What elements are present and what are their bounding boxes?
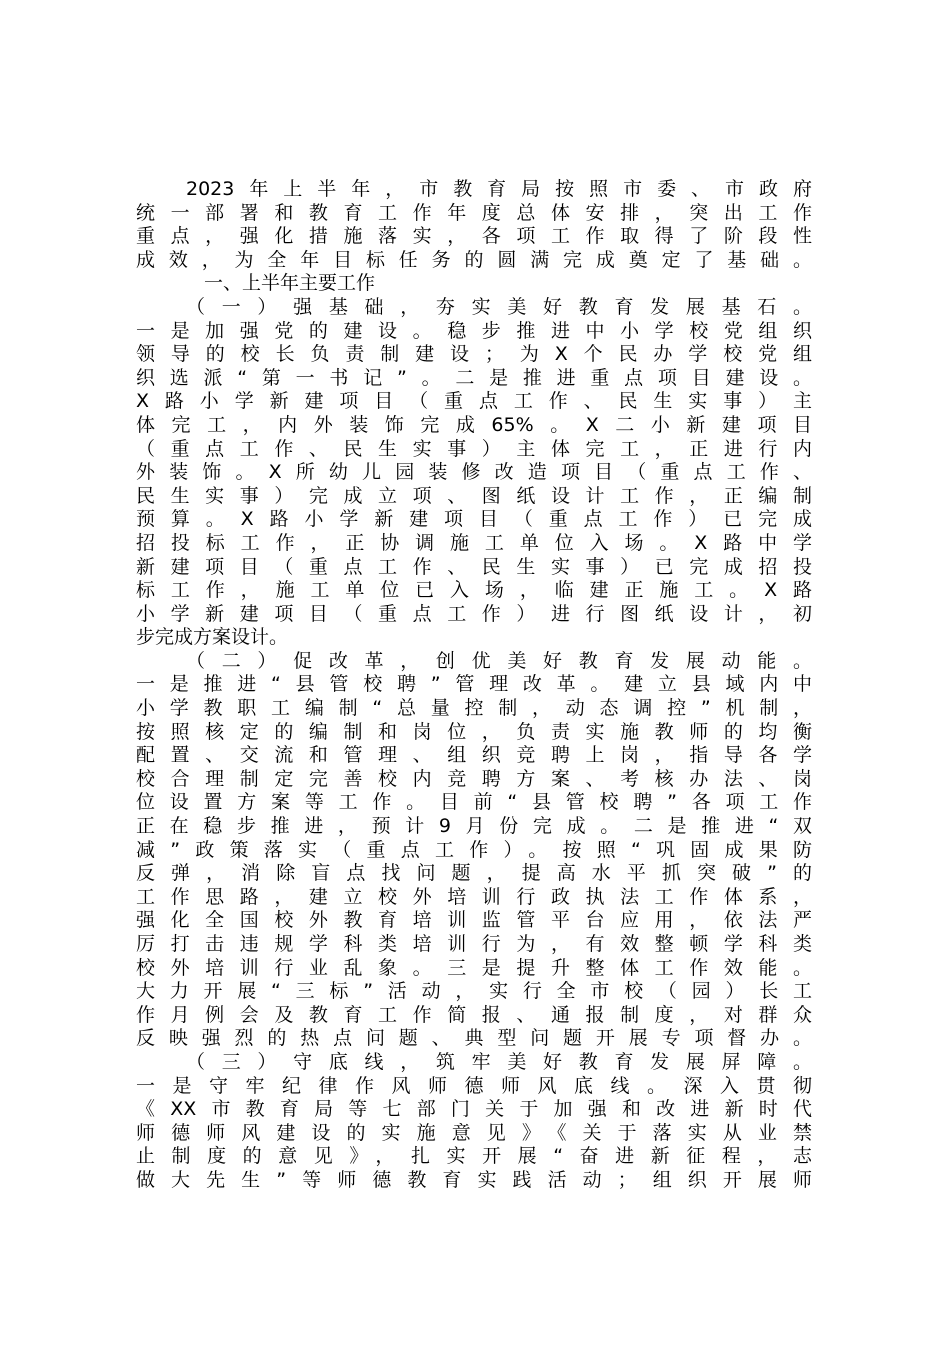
text-line: 强化全国校外教育培训监管平台应用，依法严 — [136, 909, 812, 932]
subsection-heading: （一）强基础，夯实美好教育发展基石。 — [186, 295, 812, 318]
text-line: 2023年上半年，市教育局按照市委、市政府 — [186, 178, 812, 200]
text-line: 标工作，施工单位已入场，临建正施工。X路 — [136, 579, 812, 602]
text-line: 反弹，消除盲点找问题，提高水平抓突破”的 — [136, 862, 812, 885]
text-line: X路小学新建项目（重点工作、民生实事）主 — [136, 390, 812, 413]
subsection-heading: （三）守底线，筑牢美好教育发展屏障。 — [186, 1050, 812, 1073]
text-line: 《XX市教育局等七部门关于加强和改进新时代 — [136, 1098, 812, 1121]
text-line: 一是加强党的建设。稳步推进中小学校党组织 — [136, 319, 812, 342]
text-line: 预算。X路小学新建项目（重点工作）已完成 — [136, 508, 812, 531]
text-line: 按照核定的编制和岗位，负责实施教师的均衡 — [136, 720, 812, 743]
text-line: 减”政策落实（重点工作）。按照“巩固成果防 — [136, 838, 812, 861]
text-line: 配置、交流和管理、组织竞聘上岗，指导各学 — [136, 744, 812, 767]
text-line: 工作思路，建立校外培训行政执法工作体系， — [136, 885, 812, 908]
text-line: 位设置方案等工作。目前“县管校聘”各项工作 — [136, 791, 812, 814]
text-line: 重点，强化措施落实，各项工作取得了阶段性 — [136, 225, 812, 248]
text-line: 领导的校长负责制建设；为X个民办学校党组 — [136, 343, 812, 366]
text-line: 作月例会及教育工作简报、通报制度，对群众 — [136, 1003, 812, 1026]
text-line: 成效，为全年目标任务的圆满完成奠定了基础。 — [136, 248, 812, 271]
document-body — [136, 178, 812, 1193]
text-line: 民生实事）完成立项、图纸设计工作，正编制 — [136, 484, 812, 507]
subsection-heading: （二）促改革，创优美好教育发展动能。 — [186, 649, 812, 672]
text-line: 校合理制定完善校内竞聘方案、考核办法、岗 — [136, 767, 812, 790]
text-line: 一是推进“县管校聘”管理改革。建立县域内中 — [136, 673, 812, 696]
text-line: 外装饰。X所幼儿园装修改造项目（重点工作、 — [136, 461, 812, 484]
text-line: 师德师风建设的实施意见》《关于落实从业禁 — [136, 1121, 812, 1144]
text-line: 校外培训行业乱象。三是提升整体工作效能。 — [136, 956, 812, 979]
text-line: 统一部署和教育工作年度总体安排，突出工作 — [136, 201, 812, 224]
text-line: 止制度的意见》，扎实开展“奋进新征程，志 — [136, 1145, 812, 1168]
text-line: 厉打击违规学科类培训行为，有效整顿学科类 — [136, 933, 812, 955]
text-line: 小学新建项目（重点工作）进行图纸设计，初 — [136, 602, 812, 625]
text-line: （重点工作、民生实事）主体完工，正进行内 — [136, 437, 812, 460]
text-line: 新建项目（重点工作、民生实事）已完成招投 — [136, 555, 812, 578]
text-line: 做大先生”等师德教育实践活动；组织开展师 — [136, 1168, 812, 1191]
text-line: 正在稳步推进，预计9月份完成。二是推进“双 — [136, 815, 812, 838]
text-line: 招投标工作，正协调施工单位入场。X路中学 — [136, 531, 812, 554]
text-line: 步完成方案设计。 — [136, 626, 289, 649]
text-line: 织选派“第一书记”。二是推进重点项目建设。 — [136, 366, 812, 389]
text-line: 一是守牢纪律作风师德师风底线。深入贯彻 — [136, 1074, 812, 1097]
text-line: 大力开展“三标”活动，实行全市校（园）长工 — [136, 980, 812, 1003]
text-line: 反映强烈的热点问题、典型问题开展专项督办。 — [136, 1027, 812, 1050]
text-line: 体完工，内外装饰完成65%。X二小新建项目 — [136, 413, 812, 436]
section-heading: 一、上半年主要工作 — [204, 272, 376, 295]
text-line: 小学教职工编制“总量控制，动态调控”机制， — [136, 697, 812, 720]
